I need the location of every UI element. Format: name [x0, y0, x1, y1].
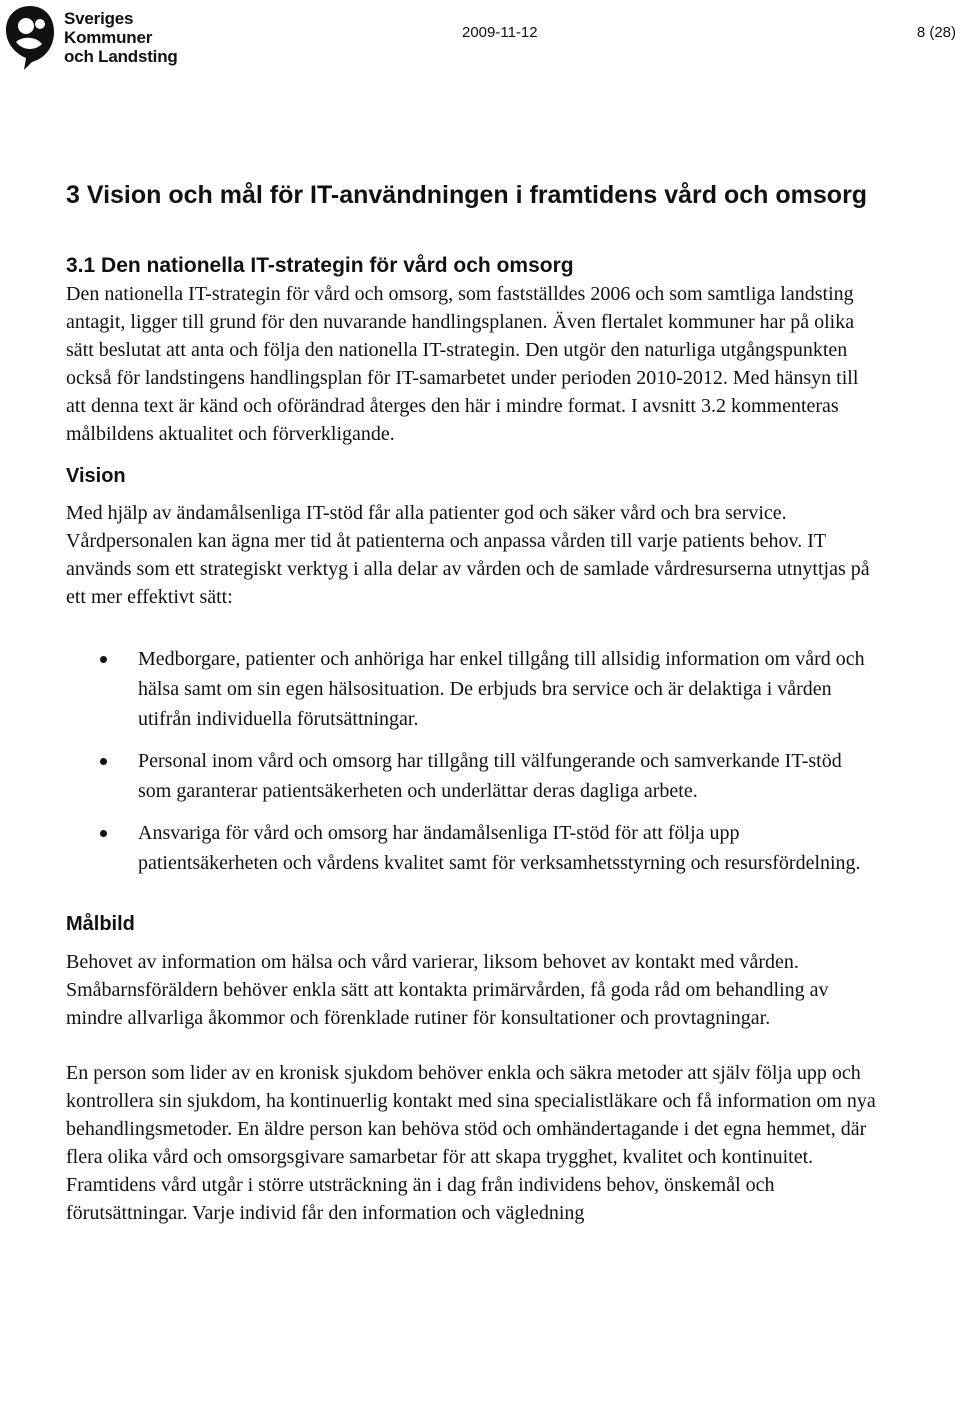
list-item	[66, 644, 876, 734]
skl-logo-icon	[2, 2, 58, 72]
list-item-text: Medborgare, patienter och anhöriga har enkel tillgång till allsidig information om vård och hälsa samt om sin egen hälsosituation. De erbjuds bra service och är delaktiga i vården utifrån individuella förutsättningar.	[138, 648, 865, 730]
list-item-text: Ansvariga för vård och omsorg har ändamålsenliga IT-stöd för att följa upp patientsäkerheten och vårdens kvalitet samt för verksamhetsstyrning och resursfördelning.	[138, 822, 861, 874]
subsection-title: 3.1 Den nationella IT-strategin för vård och omsorg	[66, 254, 574, 277]
malbild-paragraph-2: En person som lider av en kronisk sjukdom behöver enkla och säkra metoder att själv följa upp och kontrollera sin sjukdom, ha kontinuerlig kontakt med sina specialistläkare och få information om nya behandlingsmetoder. En äldre person kan behöva stöd och omhändertagande i det egna hemmet, där flera olika vård och omsorgsgivare samarbetar för att skapa trygghet, kvalitet och kontinuitet. Framtidens vård utgår i större utsträckning än i dag från individens behov, önskemål och förutsättningar. Varje individ får den information och vägledning	[66, 1062, 876, 1224]
vision-bullet-list	[66, 644, 876, 878]
bullet-icon	[100, 758, 107, 765]
bullet-icon	[100, 830, 107, 837]
malbild-heading: Målbild	[66, 913, 135, 935]
bullet-icon	[100, 656, 107, 663]
list-item	[66, 746, 876, 806]
page-header	[0, 0, 960, 80]
document-body	[66, 177, 876, 1227]
page-number: 8 (28)	[916, 24, 956, 41]
logo-wordmark	[64, 9, 178, 66]
logo-line: och Landsting	[64, 47, 178, 66]
logo-line: Sveriges	[64, 9, 134, 28]
logo-line: Kommuner	[64, 28, 153, 47]
section-title: 3 Vision och mål för IT-användningen i framtidens vård och omsorg	[66, 181, 868, 209]
document-date: 2009-11-12	[462, 24, 538, 41]
malbild-paragraph-1: Behovet av information om hälsa och vård varierar, liksom behovet av kontakt med vården. Småbarnsföräldern behöver enkla sätt att kontakta primärvården, få goda råd om behandling av mindre allvarliga åkommor och förenklade rutiner för konsultationer och provtagningar.	[66, 951, 829, 1029]
list-item-text: Personal inom vård och omsorg har tillgång till välfungerande och samverkande IT-stöd som garanterar patientsäkerheten och underlättar deras dagliga arbete.	[138, 750, 842, 802]
vision-heading: Vision	[66, 465, 126, 487]
intro-paragraph: Den nationella IT-strategin för vård och omsorg, som fastställdes 2006 och som samtliga landsting antagit, ligger till grund för den nuvarande handlingsplanen. Även flertalet kommuner har på olika sätt beslutat att anta och följa den nationella IT-strategin. Den utgör den naturliga utgångspunkten också för landstingens handlingsplan för IT-samarbetet under perioden 2010-2012. Med hänsyn till att denna text är känd och oförändrad återges den här i mindre format. I avsnitt 3.2 kommenteras målbildens aktualitet och förverkligande.	[66, 283, 859, 445]
list-item	[66, 818, 876, 878]
vision-paragraph: Med hjälp av ändamålsenliga IT-stöd får alla patienter god och säker vård och bra service. Vårdpersonalen kan ägna mer tid åt patienterna och anpassa vården till varje patients behov. IT används som ett strategiskt verktyg i alla delar av vården och de samlade vårdresurserna utnyttjas på ett mer effektivt sätt:	[66, 502, 870, 608]
